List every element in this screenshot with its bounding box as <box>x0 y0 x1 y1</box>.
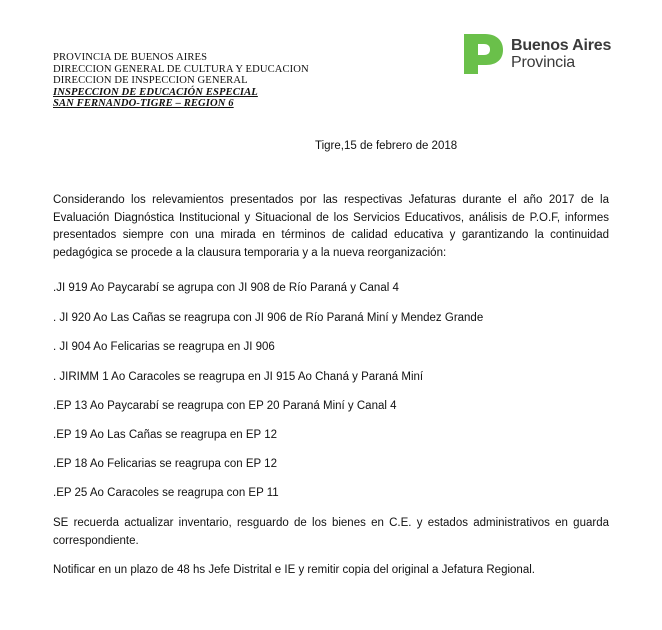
intro-line: presentados siempre con una mirada en términos de calidad educativa y garantizando la continuidad <box>53 229 609 241</box>
intro-line: Considerando los relevamientos presentados por las respectivas Jefaturas durante el año 2017 de la <box>53 194 609 206</box>
inventory-reminder-paragraph <box>53 515 609 550</box>
reorganization-item: . JI 920 Ao Las Cañas se reagrupa con JI 906 de Río Paraná Miní y Mendez Grande <box>53 312 484 324</box>
intro-paragraph <box>53 192 609 262</box>
notification-instruction: Notificar en un plazo de 48 hs Jefe Distrital e IE y remitir copia del original a Jefatura Regional. <box>53 564 535 576</box>
buenos-aires-provincia-logo <box>461 32 631 78</box>
inventory-reminder-line: SE recuerda actualizar inventario, resguardo de los bienes en C.E. y estados administrativos en guarda <box>53 517 609 529</box>
reorganization-item: . JIRIMM 1 Ao Caracoles se reagrupa en JI 915 Ao Chaná y Paraná Miní <box>53 371 424 383</box>
logo-text-provincia: Provincia <box>511 54 576 71</box>
intro-line: pedagógica se procede a la clausura temporaria y a la nueva reorganización: <box>53 246 447 259</box>
letterhead-line-special-education: INSPECCION DE EDUCACIÓN ESPECIAL <box>53 86 258 98</box>
letterhead-line-inspection-general: DIRECCION DE INSPECCION GENERAL <box>53 75 248 87</box>
letterhead <box>53 52 309 110</box>
letterhead-line-province: PROVINCIA DE BUENOS AIRES <box>53 52 208 63</box>
intro-line: Evaluación Diagnóstica Institucional y Situacional de los Servicios Educativos, análisis de P.O.F, informes <box>53 211 609 224</box>
reorganization-item: .EP 18 Ao Felicarias se reagrupa con EP 12 <box>53 458 277 470</box>
letterhead-line-direction-general: DIRECCION GENERAL DE CULTURA Y EDUCACION <box>53 63 309 75</box>
document-date: Tigre,15 de febrero de 2018 <box>315 140 458 152</box>
province-logo-icon <box>461 32 505 76</box>
reorganization-item: .JI 919 Ao Paycarabí se agrupa con JI 908 de Río Paraná y Canal 4 <box>53 282 399 294</box>
letterhead-line-region: SAN FERNANDO-TIGRE – REGION 6 <box>53 98 234 110</box>
inventory-reminder-line: correspondiente. <box>53 534 139 547</box>
reorganization-item: . JI 904 Ao Felicarias se reagrupa en JI 906 <box>53 341 275 353</box>
reorganization-item: .EP 25 Ao Caracoles se reagrupa con EP 11 <box>53 487 279 499</box>
logo-text-buenos-aires: Buenos Aires <box>511 37 612 54</box>
reorganization-item: .EP 13 Ao Paycarabí se reagrupa con EP 20 Paraná Miní y Canal 4 <box>53 400 397 412</box>
reorganization-item: .EP 19 Ao Las Cañas se reagrupa en EP 12 <box>53 429 277 441</box>
